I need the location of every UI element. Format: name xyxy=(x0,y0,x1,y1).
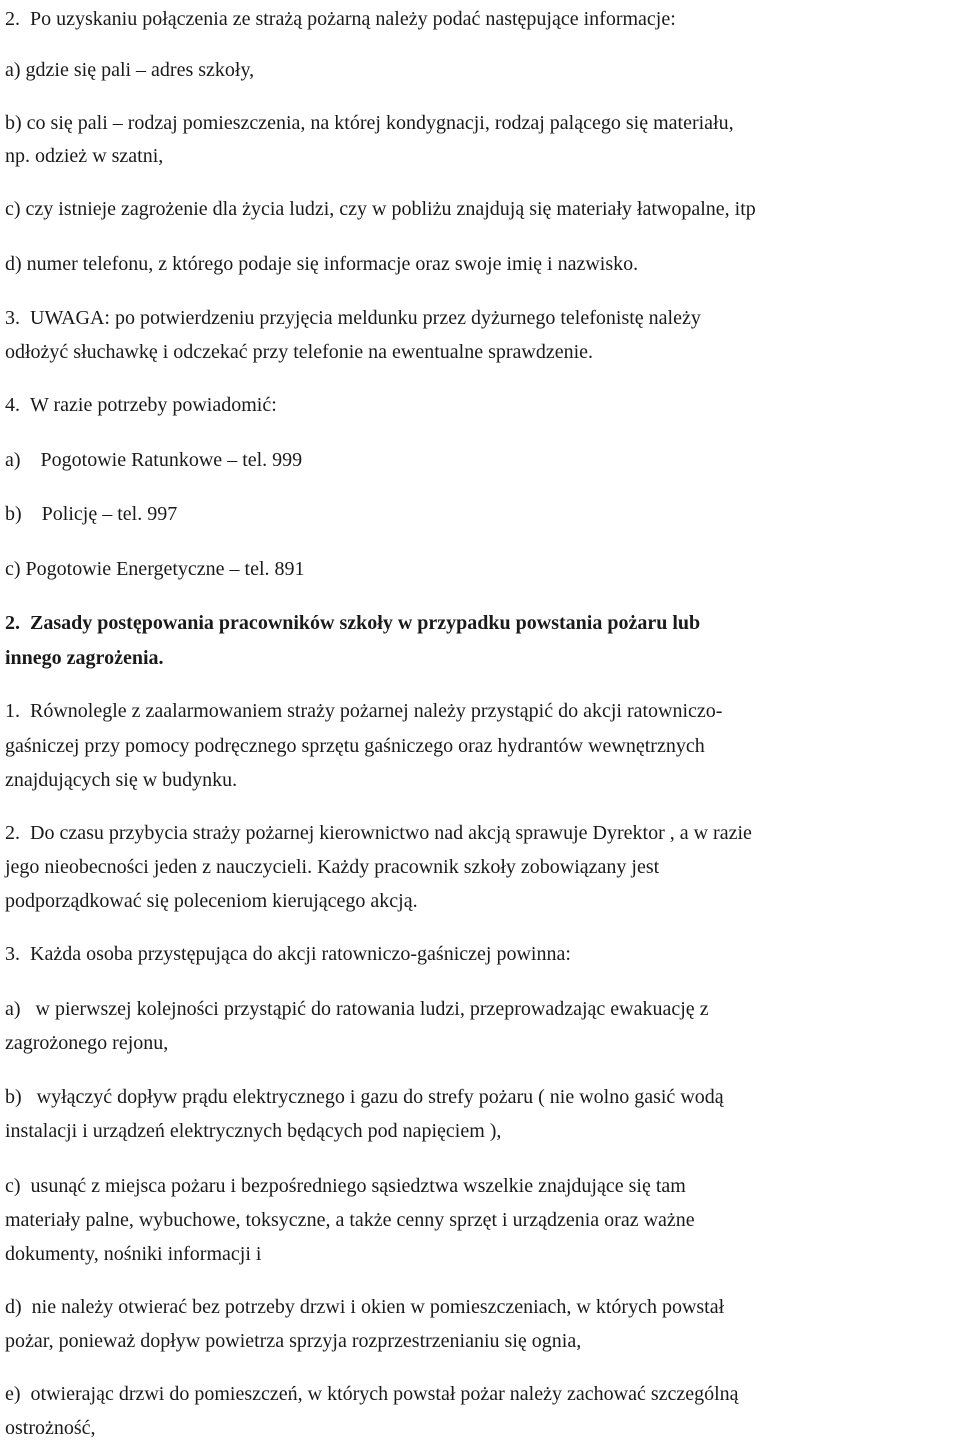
text-line: b) co się pali – rodzaj pomieszczenia, na której kondygnacji, rodzaj palącego się materiału, xyxy=(5,112,734,134)
text-line: a) gdzie się pali – adres szkoły, xyxy=(5,59,255,81)
text-line: e) otwierając drzwi do pomieszczeń, w których powstał pożar należy zachować szczególną xyxy=(5,1383,739,1405)
text-line: materiały palne, wybuchowe, toksyczne, a także cenny sprzęt i urządzenia oraz ważne xyxy=(5,1209,695,1231)
text-line: pożar, ponieważ dopływ powietrza sprzyja rozprzestrzenianiu się ognia, xyxy=(5,1330,582,1352)
text-line: 4. W razie potrzeby powiadomić: xyxy=(5,394,277,416)
text-line: 2. Po uzyskaniu połączenia ze strażą pożarną należy podać następujące informacje: xyxy=(5,8,676,30)
text-line: c) usunąć z miejsca pożaru i bezpośredniego sąsiedztwa wszelkie znajdujące się tam xyxy=(5,1175,686,1197)
text-line: dokumenty, nośniki informacji i xyxy=(5,1243,262,1265)
section-heading: 2. Zasady postępowania pracowników szkoły w przypadku powstania pożaru lub xyxy=(5,612,701,634)
text-line: d) nie należy otwierać bez potrzeby drzwi i okien w pomieszczeniach, w których powstał xyxy=(5,1296,725,1318)
text-line: znajdujących się w budynku. xyxy=(5,769,238,791)
text-line: b) wyłączyć dopływ prądu elektrycznego i gazu do strefy pożaru ( nie wolno gasić wodą xyxy=(5,1086,724,1108)
text-line: podporządkować się poleceniom kierującego akcją. xyxy=(5,890,418,912)
text-line: np. odzież w szatni, xyxy=(5,145,164,167)
text-line: c) Pogotowie Energetyczne – tel. 891 xyxy=(5,558,305,580)
text-line: a) w pierwszej kolejności przystąpić do ratowania ludzi, przeprowadzając ewakuację z xyxy=(5,998,709,1020)
text-line: instalacji i urządzeń elektrycznych będących pod napięciem ), xyxy=(5,1120,502,1142)
text-line: d) numer telefonu, z którego podaje się informacje oraz swoje imię i nazwisko. xyxy=(5,253,639,275)
text-line: odłożyć słuchawkę i odczekać przy telefonie na ewentualne sprawdzenie. xyxy=(5,341,594,363)
text-line: c) czy istnieje zagrożenie dla życia ludzi, czy w pobliżu znajdują się materiały łatwopalne, itp xyxy=(5,198,756,220)
text-line: gaśniczej przy pomocy podręcznego sprzętu gaśniczego oraz hydrantów wewnętrznych xyxy=(5,735,705,757)
text-line: a) Pogotowie Ratunkowe – tel. 999 xyxy=(5,449,303,471)
text-line: 3. UWAGA: po potwierdzeniu przyjęcia meldunku przez dyżurnego telefonistę należy xyxy=(5,307,701,329)
section-heading: innego zagrożenia. xyxy=(5,647,164,669)
text-line: 2. Do czasu przybycia straży pożarnej kierownictwo nad akcją sprawuje Dyrektor , a w razie xyxy=(5,822,752,844)
text-line: 1. Równolegle z zaalarmowaniem straży pożarnej należy przystąpić do akcji ratowniczo- xyxy=(5,700,723,722)
text-line: b) Policję – tel. 997 xyxy=(5,503,178,525)
text-line: jego nieobecności jeden z nauczycieli. Każdy pracownik szkoły zobowiązany jest xyxy=(5,856,660,878)
text-line: 3. Każda osoba przystępująca do akcji ratowniczo-gaśniczej powinna: xyxy=(5,943,571,965)
text-line: ostrożność, xyxy=(5,1417,96,1439)
text-line: zagrożonego rejonu, xyxy=(5,1032,169,1054)
